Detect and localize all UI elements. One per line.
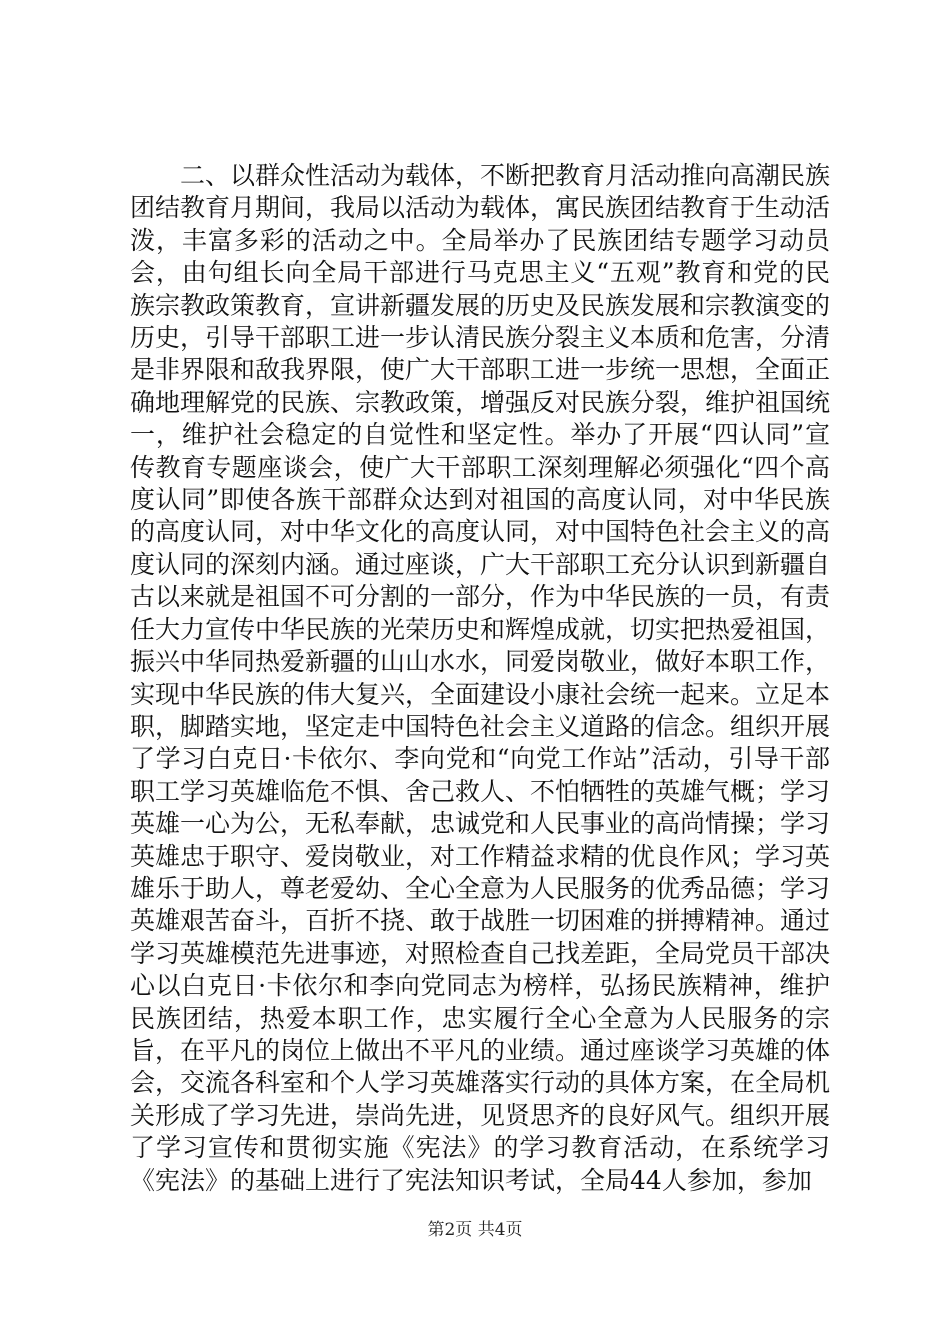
- body-paragraph: 二、以群众性活动为载体，不断把教育月活动推向高潮民族团结教育月期间，我局以活动为载体，寓民族团结教育于生动活泼，丰富多彩的活动之中。全局举办了民族团结专题学习动员会，由句组长向全局干部进行马克思主义“五观”教育和党的民族宗教政策教育，宣讲新疆发展的历史及民族发展和宗教演变的历史，引导干部职工进一步认清民族分裂主义本质和危害，分清是非界限和敌我界限，使广大干部职工进一步统一思想，全面正确地理解党的民族、宗教政策，增强反对民族分裂，维护祖国统一，维护社会稳定的自觉性和坚定性。举办了开展“四认同”宣传教育专题座谈会，使广大干部职工深刻理解必须强化“四个高度认同”即使各族干部群众达到对祖国的高度认同，对中华民族的高度认同，对中华文化的高度认同，对中国特色社会主义的高度认同的深刻内涵。通过座谈，广大干部职工充分认识到新疆自古以来就是祖国不可分割的一部分，作为中华民族的一员，有责任大力宣传中华民族的光荣历史和辉煌成就，切实把热爱祖国，振兴中华同热爱新疆的山山水水，同爱岗敬业，做好本职工作，实现中华民族的伟大复兴，全面建设小康社会统一起来。立足本职，脚踏实地，坚定走中国特色社会主义道路的信念。组织开展了学习白克日·卡依尔、李向党和“向党工作站”活动，引导干部职工学习英雄临危不惧、舍己救人、不怕牺牲的英雄气概；学习英雄一心为公，无私奉献，忠诚党和人民事业的高尚情操；学习英雄忠于职守、爱岗敬业，对工作精益求精的优良作风；学习英雄乐于助人，尊老爱幼、全心全意为人民服务的优秀品德；学习英雄艰苦奋斗，百折不挠、敢于战胜一切困难的拼搏精神。通过学习英雄模范先进事迹，对照检查自己找差距，全局党员干部决心以白克日·卡依尔和李向党同志为榜样，弘扬民族精神，维护民族团结，热爱本职工作，忠实履行全心全意为人民服务的宗旨，在平凡的岗位上做出不平凡的业绩。通过座谈学习英雄的体会，交流各科室和个人学习英雄落实行动的具体方案，在全局机关形成了学习先进，崇尚先进，见贤思齐的良好风气。组织开展了学习宣传和贯彻实施《宪法》的学习教育活动，在系统学习《宪法》的基础上进行了宪法知识考试，全局44人参加，参加: [130, 161, 831, 1195]
- document-body: [130, 160, 830, 1197]
- page-number-footer: 第2页 共4页: [427, 1220, 523, 1240]
